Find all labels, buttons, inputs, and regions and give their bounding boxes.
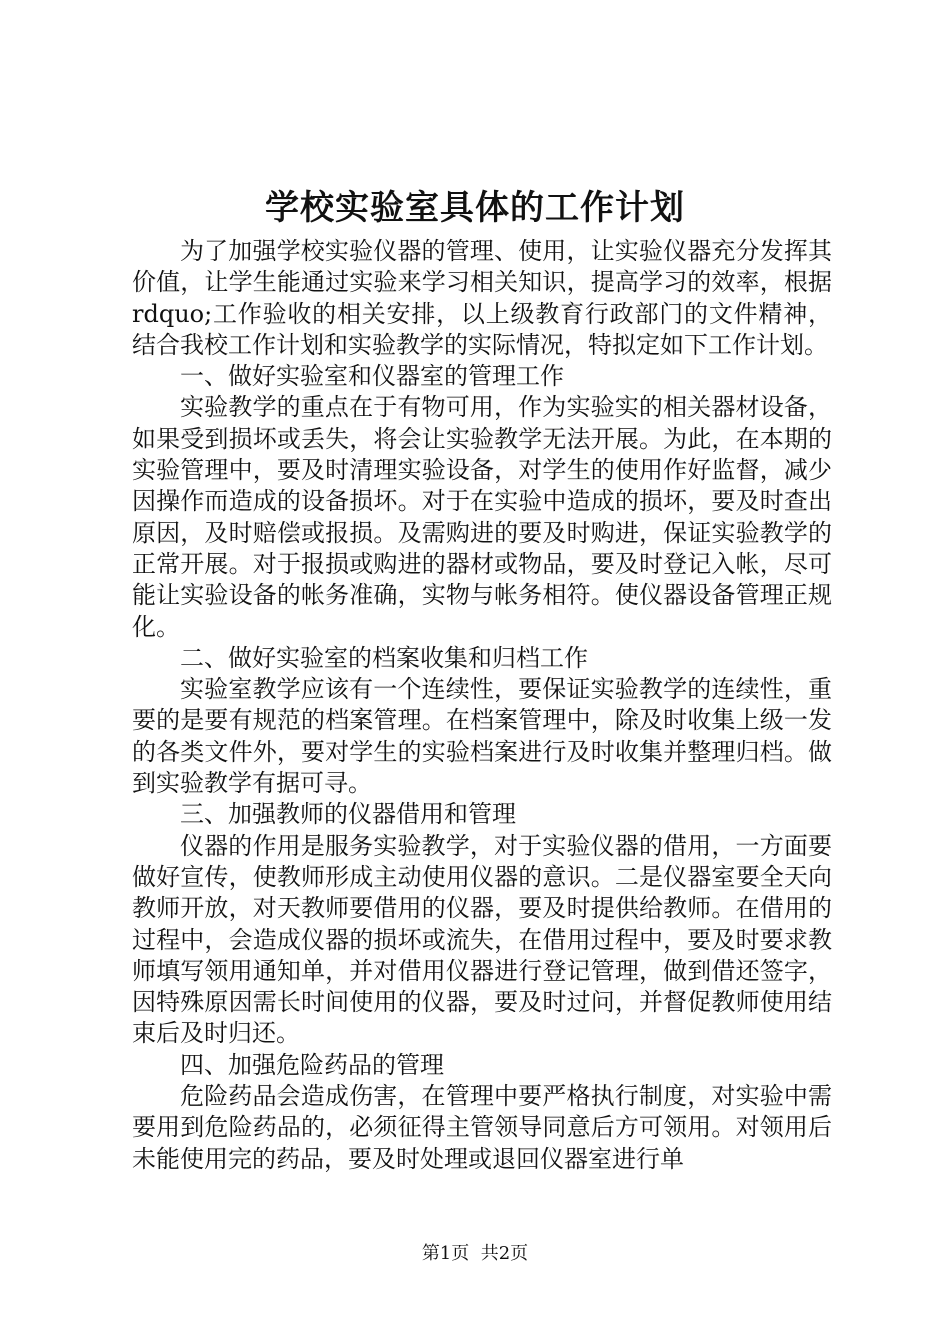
paragraph-section-3: 仪器的作用是服务实验教学，对于实验仪器的借用，一方面要做好宣传，使教师形成主动使用仪器的意识。二是仪器室要全天向教师开放，对天教师要借用的仪器，要及时提供给教师。在借用的过程中，会造成仪器的损坏或流失，在借用过程中，要及时要求教师填写领用通知单，并对借用仪器进行登记管理，做到借还签字，因特殊原因需长时间使用的仪器，要及时过问，并督促教师使用结束后及时归还。	[132, 831, 832, 1048]
paragraph-section-1: 实验教学的重点在于有物可用，作为实验实的相关器材设备，如果受到损坏或丢失，将会让实验教学无法开展。为此，在本期的实验管理中，要及时清理实验设备，对学生的使用作好监督，减少因操作而造成的设备损坏。对于在实验中造成的损坏，要及时查出原因，及时赔偿或报损。及需购进的要及时购进，保证实验教学的正常开展。对于报损或购进的器材或物品，要及时登记入帐，尽可能让实验设备的帐务准确，实物与帐务相符。使仪器设备管理正规化。	[132, 393, 832, 641]
section-heading-1: 一、做好实验室和仪器室的管理工作	[180, 362, 564, 391]
section-heading-3: 三、加强教师的仪器借用和管理	[180, 800, 516, 829]
document-title: 学校实验室具体的工作计划	[265, 188, 685, 228]
document-body	[132, 236, 832, 1175]
section-heading-2: 二、做好实验室的档案收集和归档工作	[180, 643, 588, 672]
paragraph-intro: 为了加强学校实验仪器的管理、使用，让实验仪器充分发挥其价值，让学生能通过实验来学习相关知识，提高学习的效率，根据rdquo;工作验收的相关安排，以上级教育行政部门的文件精神，结合我校工作计划和实验教学的实际情况，特拟定如下工作计划。	[132, 237, 832, 359]
page-footer	[0, 1242, 950, 1266]
page-number: 第1页 共2页	[421, 1243, 529, 1264]
section-heading-4: 四、加强危险药品的管理	[180, 1050, 444, 1079]
paragraph-section-4: 危险药品会造成伤害，在管理中要严格执行制度，对实验中需要用到危险药品的，必须征得主管领导同意后方可领用。对领用后未能使用完的药品，要及时处理或退回仪器室进行单	[132, 1082, 832, 1173]
paragraph-section-2: 实验室教学应该有一个连续性，要保证实验教学的连续性，重要的是要有规范的档案管理。在档案管理中，除及时收集上级一发的各类文件外，要对学生的实验档案进行及时收集并整理归档。做到实验教学有据可寻。	[132, 675, 832, 798]
